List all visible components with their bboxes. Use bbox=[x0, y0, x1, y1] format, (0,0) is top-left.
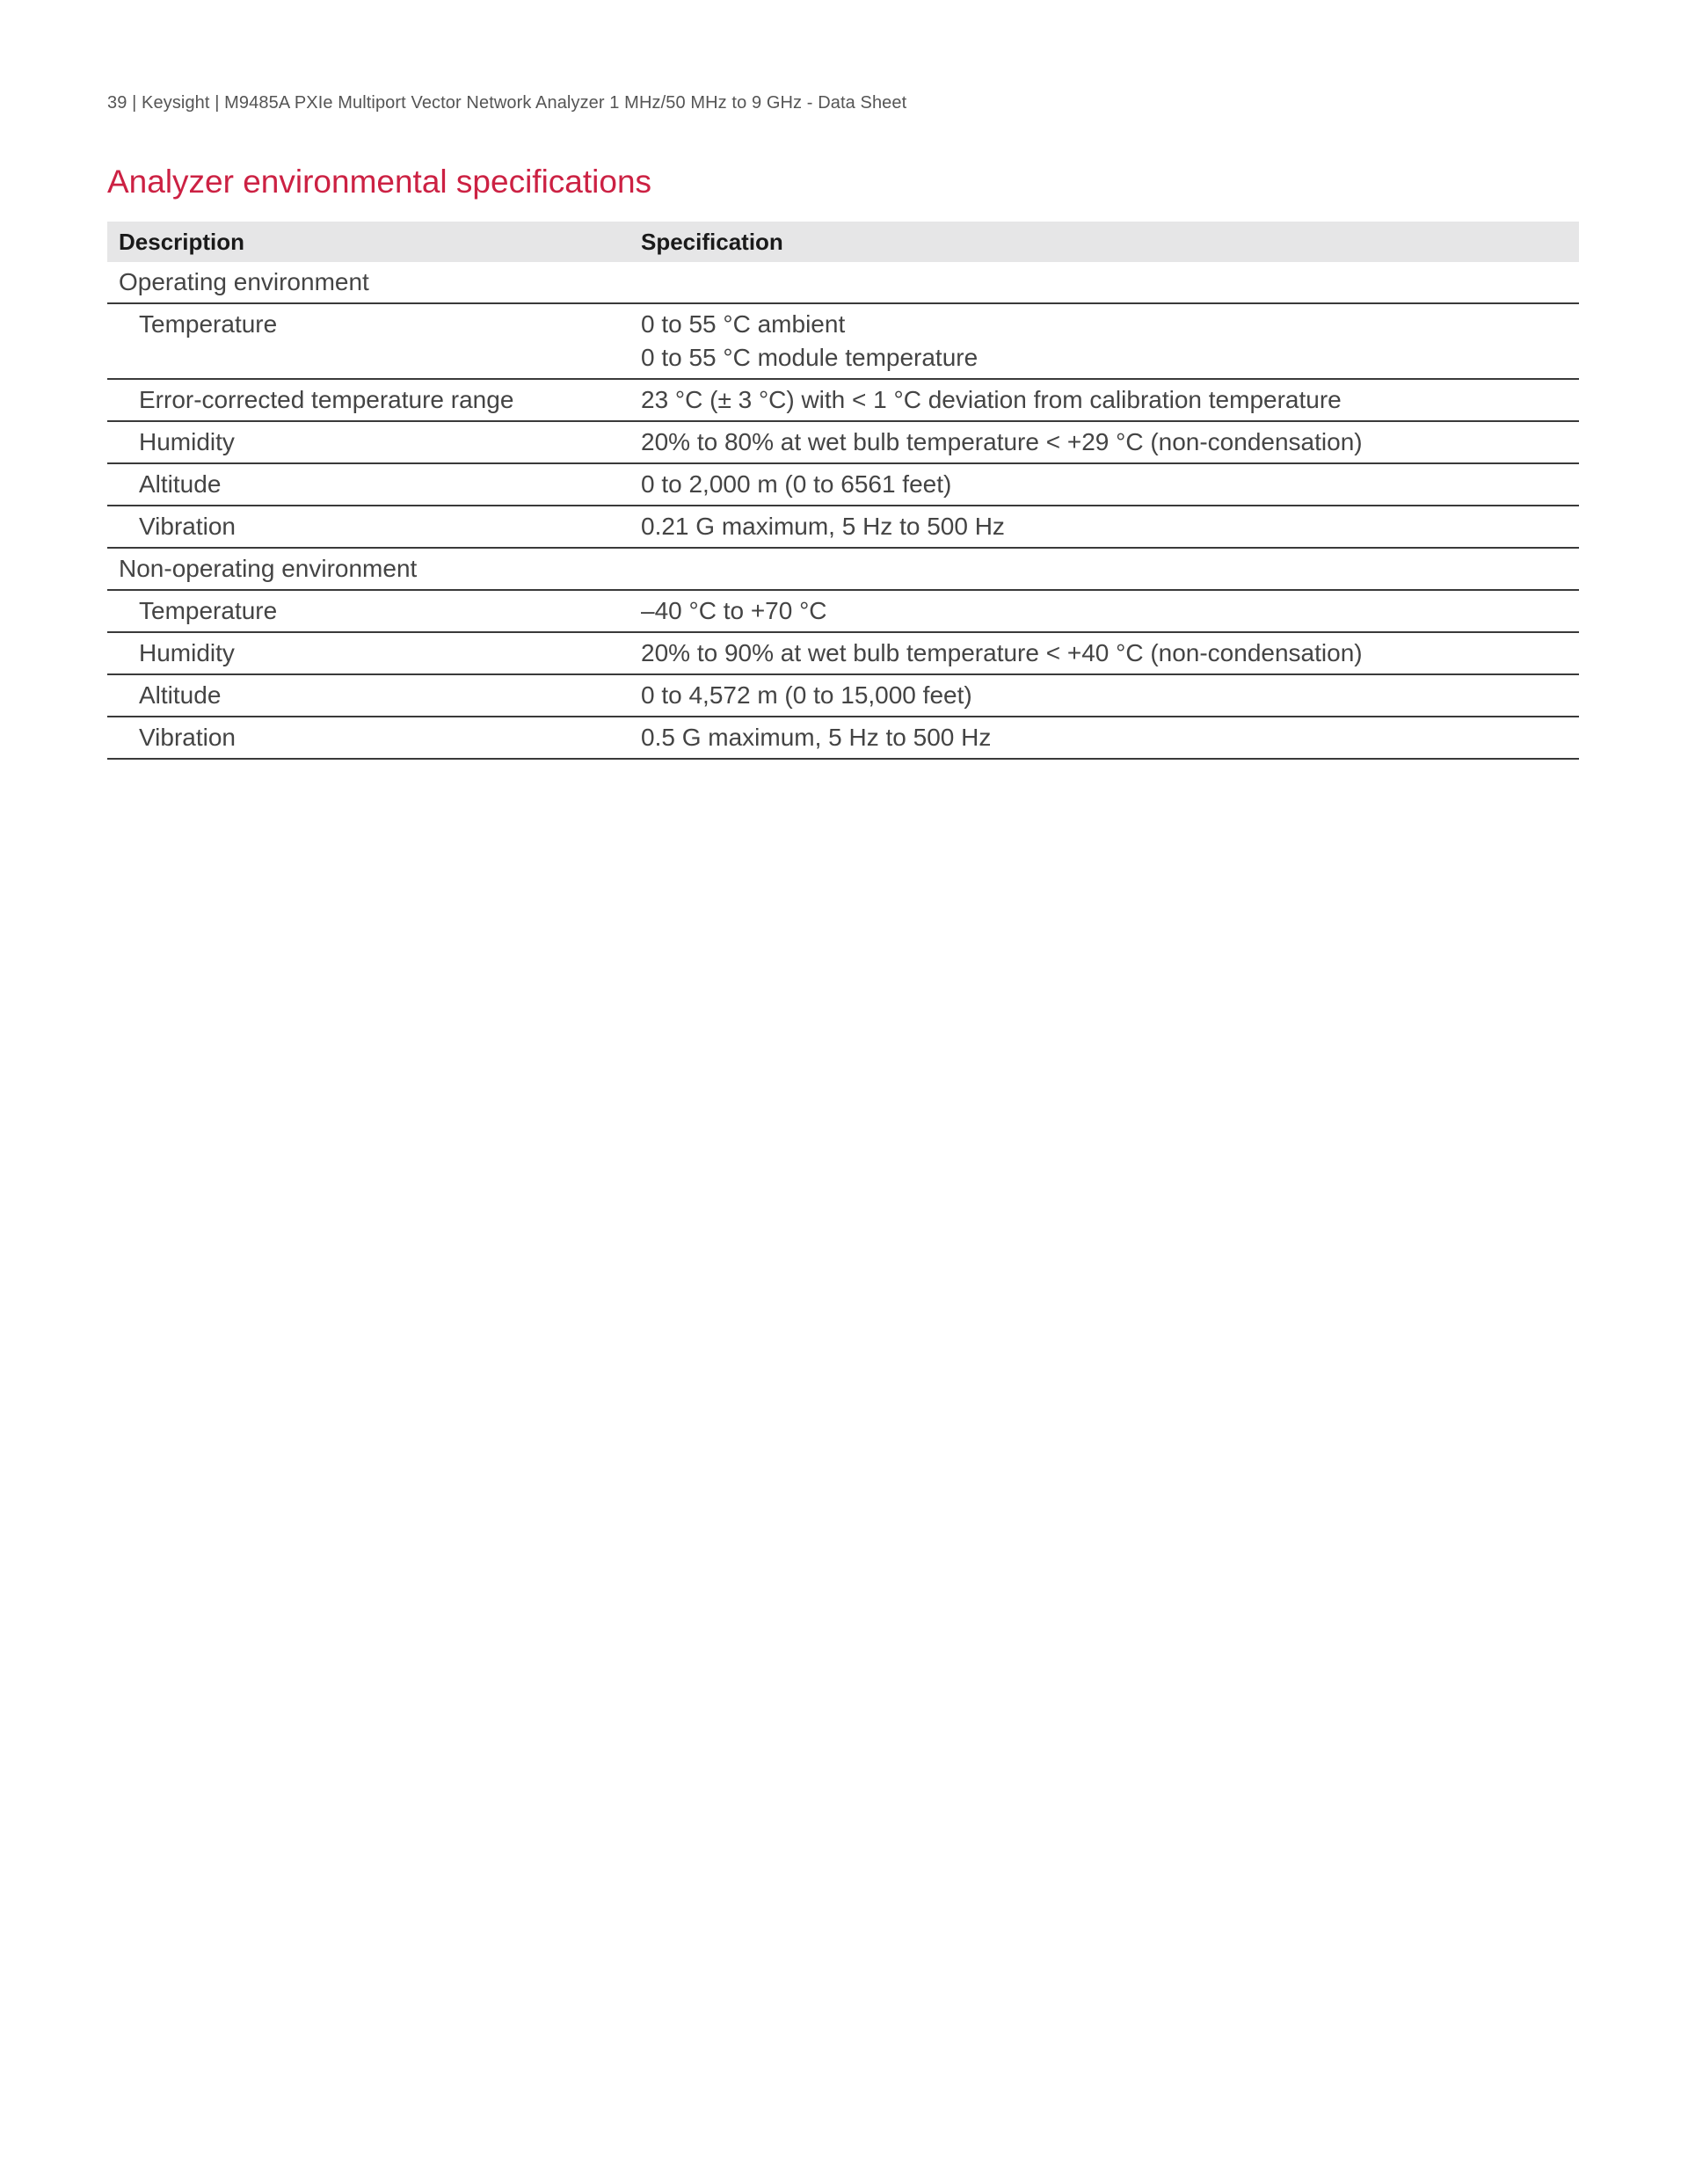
spec-line: 0.21 G maximum, 5 Hz to 500 Hz bbox=[641, 513, 1005, 540]
table-row bbox=[107, 379, 1579, 421]
column-header-specification: Specification bbox=[641, 222, 1579, 262]
row-specification bbox=[641, 717, 1579, 759]
row-specification bbox=[641, 590, 1579, 632]
row-description: Altitude bbox=[107, 463, 641, 506]
spec-line: –40 °C to +70 °C bbox=[641, 597, 827, 624]
row-description: Temperature bbox=[107, 590, 641, 632]
row-description: Temperature bbox=[107, 303, 641, 379]
spec-line: 20% to 90% at wet bulb temperature < +40 °C (non-condensation) bbox=[641, 639, 1363, 666]
spec-line: 0 to 55 °C ambient bbox=[641, 310, 846, 338]
group-row-non-operating bbox=[107, 548, 1579, 590]
spec-line: 0 to 4,572 m (0 to 15,000 feet) bbox=[641, 681, 972, 709]
row-specification bbox=[641, 506, 1579, 548]
table-row bbox=[107, 463, 1579, 506]
row-specification bbox=[641, 421, 1579, 463]
table-row bbox=[107, 590, 1579, 632]
spec-line: 23 °C (± 3 °C) with < 1 °C deviation from calibration temperature bbox=[641, 386, 1342, 413]
row-specification bbox=[641, 674, 1579, 717]
row-specification bbox=[641, 463, 1579, 506]
table-row bbox=[107, 303, 1579, 379]
column-header-description: Description bbox=[107, 222, 641, 262]
section-title: Analyzer environmental specifications bbox=[107, 164, 652, 200]
table-row bbox=[107, 421, 1579, 463]
table-header-row bbox=[107, 222, 1579, 262]
table-row bbox=[107, 674, 1579, 717]
group-label: Operating environment bbox=[107, 262, 641, 303]
row-description: Vibration bbox=[107, 717, 641, 759]
row-description: Humidity bbox=[107, 632, 641, 674]
running-header: 39 | Keysight | M9485A PXIe Multiport Vector Network Analyzer 1 MHz/50 MHz to 9 GHz - Data Sheet bbox=[107, 93, 907, 113]
row-specification bbox=[641, 632, 1579, 674]
table-row bbox=[107, 632, 1579, 674]
group-spec-empty bbox=[641, 548, 1579, 590]
spec-line: 20% to 80% at wet bulb temperature < +29 °C (non-condensation) bbox=[641, 428, 1363, 455]
spec-line: 0.5 G maximum, 5 Hz to 500 Hz bbox=[641, 724, 992, 751]
row-description: Vibration bbox=[107, 506, 641, 548]
row-description: Altitude bbox=[107, 674, 641, 717]
row-specification bbox=[641, 303, 1579, 379]
row-description: Error-corrected temperature range bbox=[107, 379, 641, 421]
group-spec-empty bbox=[641, 262, 1579, 303]
environmental-spec-table bbox=[107, 222, 1579, 760]
table-row bbox=[107, 506, 1579, 548]
spec-line: 0 to 55 °C module temperature bbox=[641, 344, 979, 371]
row-description: Humidity bbox=[107, 421, 641, 463]
table-row bbox=[107, 717, 1579, 759]
group-row-operating bbox=[107, 262, 1579, 303]
spec-line: 0 to 2,000 m (0 to 6561 feet) bbox=[641, 470, 952, 498]
row-specification bbox=[641, 379, 1579, 421]
group-label: Non-operating environment bbox=[107, 548, 641, 590]
